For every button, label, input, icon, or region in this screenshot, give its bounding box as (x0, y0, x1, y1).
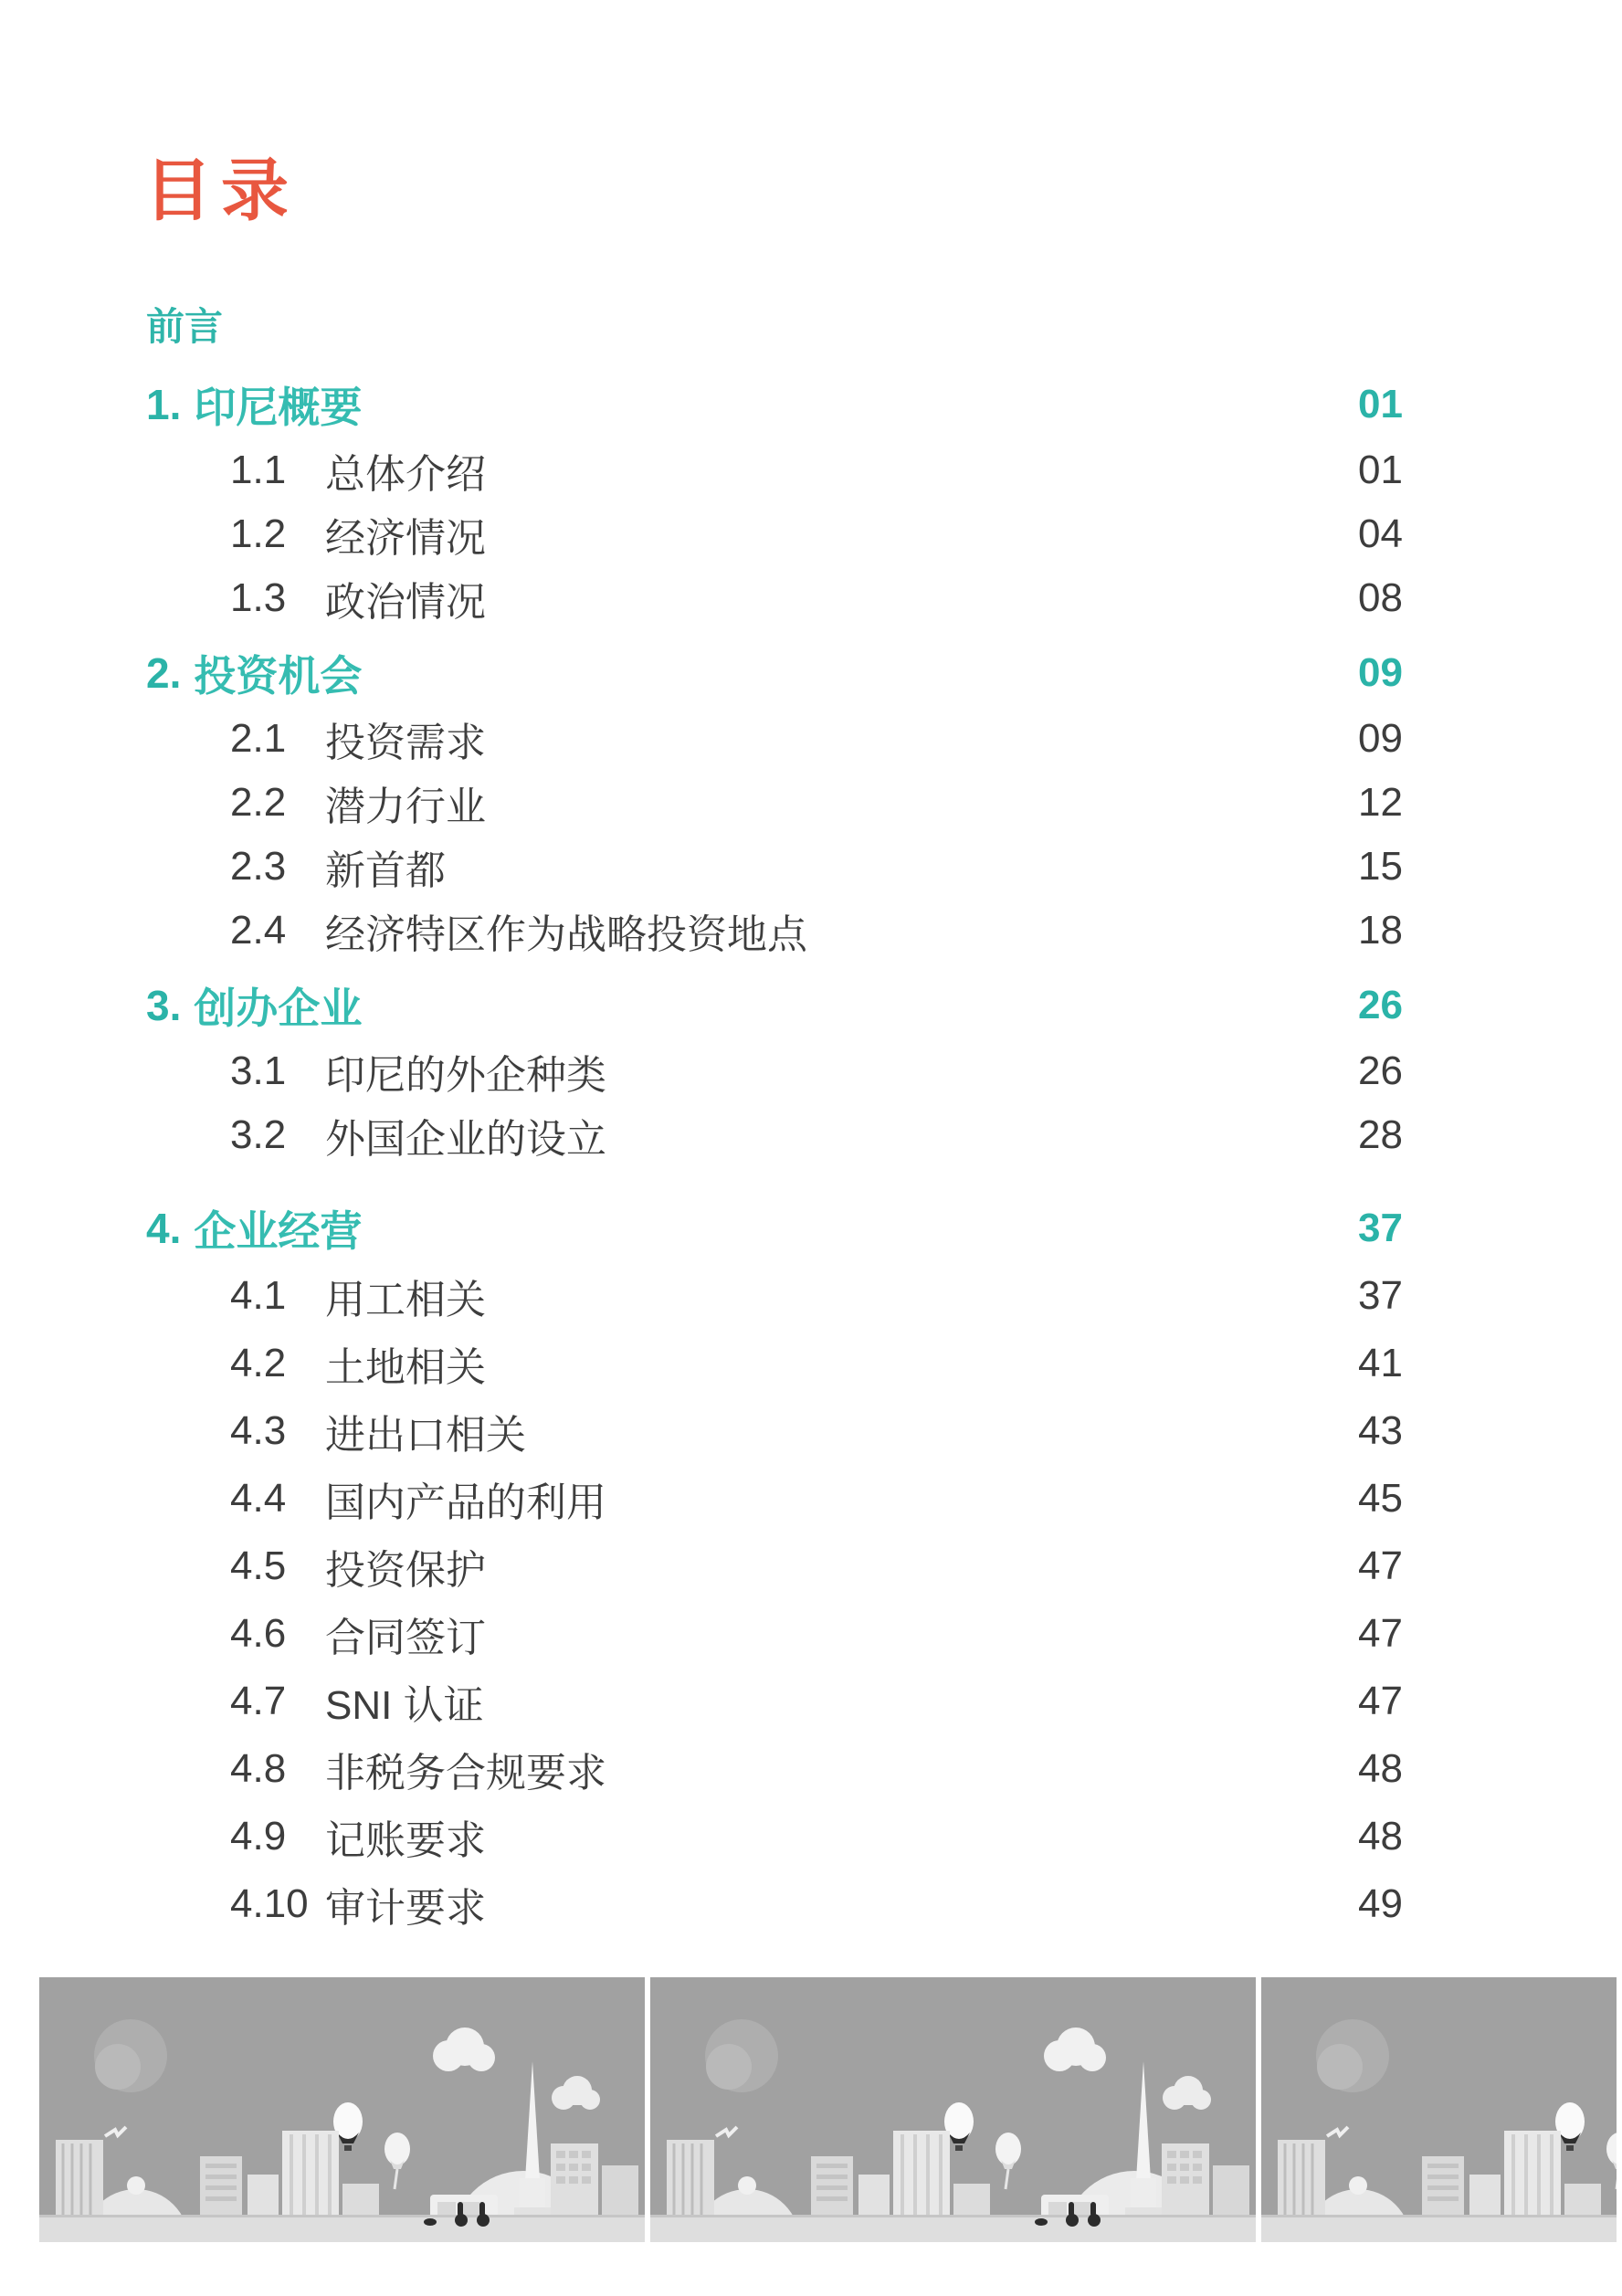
toc-item-title: 记账要求 (325, 1818, 486, 1863)
toc-item-number: 4.2 (230, 1341, 287, 1385)
toc-item-number: 4.3 (230, 1408, 287, 1453)
toc-item-title: 投资保护 (325, 1548, 486, 1593)
toc-item-page-number: 47 (1358, 1679, 1403, 1723)
toc-item-title: SNI 认证 (325, 1683, 484, 1728)
toc-section-title: 投资机会 (194, 652, 363, 700)
toc-item[interactable] (146, 438, 1403, 502)
footer-skyline-panel (39, 1977, 645, 2242)
toc-item[interactable] (146, 707, 1403, 771)
toc-item[interactable] (146, 1465, 1403, 1532)
city-skyline-illustration (650, 1977, 1256, 2242)
footer-illustration-strip (39, 1977, 1617, 2242)
toc-item-page-number: 47 (1358, 1543, 1403, 1588)
toc-item-number: 4.6 (230, 1611, 287, 1656)
toc-section-header[interactable] (146, 1195, 1403, 1262)
toc-item[interactable] (146, 1600, 1403, 1668)
toc-item-title: 外国企业的设立 (325, 1117, 606, 1162)
toc-item-title: 土地相关 (325, 1345, 486, 1390)
page-title: 目录 (144, 153, 298, 228)
toc-section-number: 4. (146, 1205, 182, 1252)
toc-item-page-number: 26 (1358, 1048, 1403, 1093)
toc-item-title: 经济情况 (325, 516, 486, 561)
toc-item-page-number: 04 (1358, 511, 1403, 556)
toc-item-number: 4.7 (230, 1679, 287, 1723)
toc-item[interactable] (146, 1735, 1403, 1803)
toc-item-title: 总体介绍 (325, 452, 486, 497)
toc-section-number: 1. (146, 381, 182, 428)
toc-item-title: 印尼的外企种类 (325, 1053, 606, 1098)
toc-section-header[interactable] (146, 972, 1403, 1039)
toc-item-page-number: 48 (1358, 1814, 1403, 1859)
footer-skyline-panel (650, 1977, 1256, 2242)
toc-item-number: 2.2 (230, 780, 287, 825)
toc-item[interactable] (146, 1870, 1403, 1938)
toc-item-page-number: 43 (1358, 1408, 1403, 1453)
toc-item-title: 进出口相关 (325, 1413, 526, 1458)
toc-section-number: 3. (146, 982, 182, 1029)
toc-section-number: 2. (146, 649, 182, 697)
toc-item-page-number: 15 (1358, 844, 1403, 889)
toc-section-header[interactable] (146, 371, 1403, 438)
toc-item-page-number: 49 (1358, 1881, 1403, 1926)
toc-item[interactable] (146, 1262, 1403, 1330)
toc-item-page-number: 01 (1358, 448, 1403, 492)
toc-item-number: 1.3 (230, 575, 287, 620)
toc-section-page-number: 37 (1358, 1206, 1403, 1250)
toc-item[interactable] (146, 899, 1403, 963)
toc-item[interactable] (146, 1532, 1403, 1600)
toc-item[interactable] (146, 1039, 1403, 1103)
toc-item-number: 4.10 (230, 1881, 309, 1926)
toc-item[interactable] (146, 1803, 1403, 1870)
toc-item-page-number: 41 (1358, 1341, 1403, 1385)
toc-item[interactable] (146, 835, 1403, 899)
toc-item-number: 4.1 (230, 1273, 287, 1318)
toc-item-page-number: 48 (1358, 1746, 1403, 1791)
toc-item-number: 3.2 (230, 1112, 287, 1157)
toc-item-title: 新首都 (325, 848, 446, 893)
toc-item-number: 2.1 (230, 716, 287, 761)
toc-item-title: 合同签订 (325, 1616, 486, 1660)
city-skyline-illustration (39, 1977, 645, 2242)
toc-item[interactable] (146, 1103, 1403, 1167)
toc-item[interactable] (146, 1397, 1403, 1465)
toc-item-title: 投资需求 (325, 721, 486, 765)
table-of-contents (146, 301, 1403, 1938)
toc-section-title: 印尼概要 (194, 384, 363, 431)
toc-item-page-number: 47 (1358, 1611, 1403, 1656)
toc-item[interactable] (146, 502, 1403, 566)
toc-item-page-number: 09 (1358, 716, 1403, 761)
toc-item-page-number: 08 (1358, 575, 1403, 620)
toc-item-number: 4.8 (230, 1746, 287, 1791)
toc-preface[interactable]: 前言 (146, 305, 224, 348)
toc-item-page-number: 18 (1358, 908, 1403, 953)
toc-item-number: 2.4 (230, 908, 287, 953)
toc-section-title: 创办企业 (194, 985, 363, 1032)
toc-item-number: 3.1 (230, 1048, 287, 1093)
toc-item-number: 4.9 (230, 1814, 287, 1859)
toc-item-number: 4.5 (230, 1543, 287, 1588)
toc-item-title: 用工相关 (325, 1278, 486, 1322)
toc-item-title: 国内产品的利用 (325, 1480, 606, 1525)
toc-item-number: 4.4 (230, 1476, 287, 1521)
toc-rows (146, 371, 1403, 1938)
footer-skyline-panel (1261, 1977, 1617, 2242)
city-skyline-illustration (1261, 1977, 1617, 2242)
toc-item-title: 经济特区作为战略投资地点 (325, 912, 807, 957)
toc-item-title: 潜力行业 (325, 785, 486, 829)
toc-section-page-number: 26 (1358, 983, 1403, 1027)
toc-item[interactable] (146, 1330, 1403, 1397)
toc-item-title: 政治情况 (325, 580, 486, 625)
toc-item-title: 审计要求 (325, 1886, 486, 1931)
toc-section-header[interactable] (146, 639, 1403, 707)
toc-item[interactable] (146, 1668, 1403, 1735)
toc-item[interactable] (146, 771, 1403, 835)
toc-section-page-number: 09 (1358, 650, 1403, 695)
toc-item-number: 1.1 (230, 448, 287, 492)
toc-section-page-number: 01 (1358, 382, 1403, 427)
toc-item-page-number: 12 (1358, 780, 1403, 825)
toc-item-page-number: 37 (1358, 1273, 1403, 1318)
toc-item[interactable] (146, 566, 1403, 630)
toc-item-page-number: 45 (1358, 1476, 1403, 1521)
toc-item-page-number: 28 (1358, 1112, 1403, 1157)
toc-item-number: 2.3 (230, 844, 287, 889)
toc-item-number: 1.2 (230, 511, 287, 556)
toc-section-title: 企业经营 (194, 1207, 363, 1255)
toc-item-title: 非税务合规要求 (325, 1751, 606, 1796)
